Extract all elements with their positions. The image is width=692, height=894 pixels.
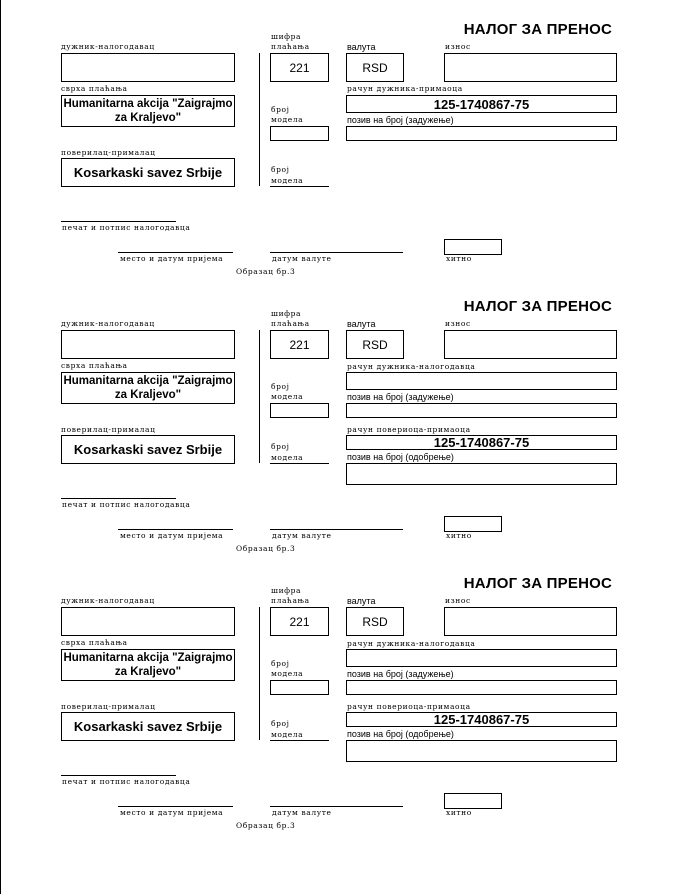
amount-field[interactable] <box>444 53 617 82</box>
place-date-label: место и датум пријема <box>120 808 224 817</box>
value-date-line <box>270 529 403 530</box>
payer-account-field[interactable] <box>346 649 617 667</box>
place-date-label: место и датум пријема <box>120 531 224 540</box>
payee-field[interactable] <box>61 158 235 187</box>
amount-label: износ <box>445 596 471 605</box>
signature-line <box>61 221 176 222</box>
payer-label: дужник-налогодавац <box>61 319 155 328</box>
payee-account-value: 125-1740867-75 <box>433 712 530 727</box>
account-label: рачун дужника-примаоца <box>347 84 463 93</box>
signature-label: печат и потпис налогодавца <box>62 223 191 232</box>
payer-account-label: рачун дужника-налогодавца <box>347 639 476 648</box>
reference-credit-label: позив на број (одобрење) <box>347 729 454 739</box>
amount-label: износ <box>445 319 471 328</box>
payment-order-form-3 <box>0 554 692 831</box>
account-field[interactable] <box>346 95 617 113</box>
reference-debit-label: позив на број (задужење) <box>347 115 454 125</box>
payment-code-field[interactable] <box>270 607 329 636</box>
signature-label: печат и потпис налогодавца <box>62 777 191 786</box>
model2-label-1: број <box>271 719 290 728</box>
currency-value: RSD <box>362 60 388 75</box>
urgent-label: хитно <box>446 808 472 817</box>
currency-field[interactable] <box>346 607 404 636</box>
form-title: НАЛОГ ЗА ПРЕНОС <box>463 21 612 38</box>
model2-label-2: модела <box>271 730 304 739</box>
purpose-label: сврха плаћања <box>61 638 128 647</box>
currency-value: RSD <box>362 337 388 352</box>
amount-field[interactable] <box>444 330 617 359</box>
purpose-label: сврха плаћања <box>61 84 128 93</box>
model2-label-1: број <box>271 165 290 174</box>
payee-field[interactable] <box>61 435 235 464</box>
payment-code-value: 221 <box>289 614 310 629</box>
place-date-line <box>118 806 233 807</box>
payment-code-label-1: шифра <box>271 32 302 41</box>
model2-label-1: број <box>271 442 290 451</box>
payment-code-label-2: плаћања <box>271 42 310 51</box>
payee-label: поверилац-прималац <box>61 702 156 711</box>
model2-line <box>270 186 329 187</box>
reference-credit-field[interactable] <box>346 740 617 762</box>
currency-field[interactable] <box>346 330 404 359</box>
urgent-label: хитно <box>446 254 472 263</box>
purpose-value: Humanitarna akcija "Zaigrajmo za Kraljevo" <box>63 98 233 124</box>
urgent-label: хитно <box>446 531 472 540</box>
payee-value: Kosarkaski savez Srbije <box>73 442 223 457</box>
payee-value: Kosarkaski savez Srbije <box>73 165 223 180</box>
model2-line <box>270 463 329 464</box>
payment-code-label-2: плаћања <box>271 596 310 605</box>
purpose-field[interactable] <box>61 649 235 681</box>
payment-order-form-1 <box>0 0 692 277</box>
value-date-line <box>270 252 403 253</box>
value-date-label: датум валуте <box>272 254 332 263</box>
value-date-label: датум валуте <box>272 808 332 817</box>
reference-credit-field[interactable] <box>346 463 617 485</box>
amount-field[interactable] <box>444 607 617 636</box>
payment-code-value: 221 <box>289 60 310 75</box>
purpose-field[interactable] <box>61 372 235 404</box>
payee-account-label: рачун повериоца-примаоца <box>347 702 471 711</box>
model-label-1: број <box>271 382 290 391</box>
payment-code-value: 221 <box>289 337 310 352</box>
column-divider <box>259 330 260 463</box>
model-label-1: број <box>271 659 290 668</box>
model-label-2: модела <box>271 392 304 401</box>
form-title: НАЛОГ ЗА ПРЕНОС <box>463 575 612 592</box>
payment-code-field[interactable] <box>270 330 329 359</box>
place-date-line <box>118 529 233 530</box>
reference-credit-label: позив на број (одобрење) <box>347 452 454 462</box>
form-number: Образац бр.3 <box>236 267 296 276</box>
model-field[interactable] <box>270 126 329 141</box>
form-title: НАЛОГ ЗА ПРЕНОС <box>463 298 612 315</box>
payer-account-label: рачун дужника-налогодавца <box>347 362 476 371</box>
account-value: 125-1740867-75 <box>433 96 530 112</box>
reference-debit-field[interactable] <box>346 126 617 141</box>
reference-debit-field[interactable] <box>346 403 617 418</box>
signature-line <box>61 498 176 499</box>
signature-line <box>61 775 176 776</box>
urgent-checkbox[interactable] <box>444 516 502 532</box>
purpose-label: сврха плаћања <box>61 361 128 370</box>
purpose-value: Humanitarna akcija "Zaigrajmo za Kraljevo" <box>63 652 233 678</box>
amount-label: износ <box>445 42 471 51</box>
model-field[interactable] <box>270 403 329 418</box>
payee-label: поверилац-прималац <box>61 148 156 157</box>
form-number: Образац бр.3 <box>236 544 296 553</box>
model-label-2: модела <box>271 669 304 678</box>
column-divider <box>259 53 260 186</box>
currency-label: валута <box>347 42 376 52</box>
payee-account-field[interactable] <box>346 712 617 727</box>
payment-code-label-2: плаћања <box>271 319 310 328</box>
payer-field[interactable] <box>61 53 235 82</box>
payment-order-form-2 <box>0 277 692 554</box>
payer-label: дужник-налогодавац <box>61 596 155 605</box>
currency-label: валута <box>347 596 376 606</box>
reference-debit-label: позив на број (задужење) <box>347 392 454 402</box>
purpose-value: Humanitarna akcija "Zaigrajmo za Kraljevo" <box>63 375 233 401</box>
payee-account-value: 125-1740867-75 <box>433 435 530 450</box>
signature-label: печат и потпис налогодавца <box>62 500 191 509</box>
payee-value: Kosarkaski savez Srbije <box>73 719 223 734</box>
model-label-1: број <box>271 105 290 114</box>
payer-account-field[interactable] <box>346 372 617 390</box>
purpose-field[interactable] <box>61 95 235 127</box>
column-divider <box>259 607 260 740</box>
currency-label: валута <box>347 319 376 329</box>
place-date-line <box>118 252 233 253</box>
payee-field[interactable] <box>61 712 235 741</box>
payment-code-field[interactable] <box>270 53 329 82</box>
reference-debit-label: позив на број (задужење) <box>347 669 454 679</box>
payee-account-field[interactable] <box>346 435 617 450</box>
model-field[interactable] <box>270 680 329 695</box>
model2-label-2: модела <box>271 176 304 185</box>
model-label-2: модела <box>271 115 304 124</box>
value-date-line <box>270 806 403 807</box>
payment-code-label-1: шифра <box>271 586 302 595</box>
urgent-checkbox[interactable] <box>444 793 502 809</box>
payee-label: поверилац-прималац <box>61 425 156 434</box>
value-date-label: датум валуте <box>272 531 332 540</box>
payer-label: дужник-налогодавац <box>61 42 155 51</box>
payer-field[interactable] <box>61 607 235 636</box>
payment-code-label-1: шифра <box>271 309 302 318</box>
payee-account-label: рачун повериоца-примаоца <box>347 425 471 434</box>
model2-label-2: модела <box>271 453 304 462</box>
urgent-checkbox[interactable] <box>444 239 502 255</box>
model2-line <box>270 740 329 741</box>
form-number: Образац бр.3 <box>236 821 296 830</box>
currency-value: RSD <box>362 614 388 629</box>
reference-debit-field[interactable] <box>346 680 617 695</box>
currency-field[interactable] <box>346 53 404 82</box>
payer-field[interactable] <box>61 330 235 359</box>
place-date-label: место и датум пријема <box>120 254 224 263</box>
